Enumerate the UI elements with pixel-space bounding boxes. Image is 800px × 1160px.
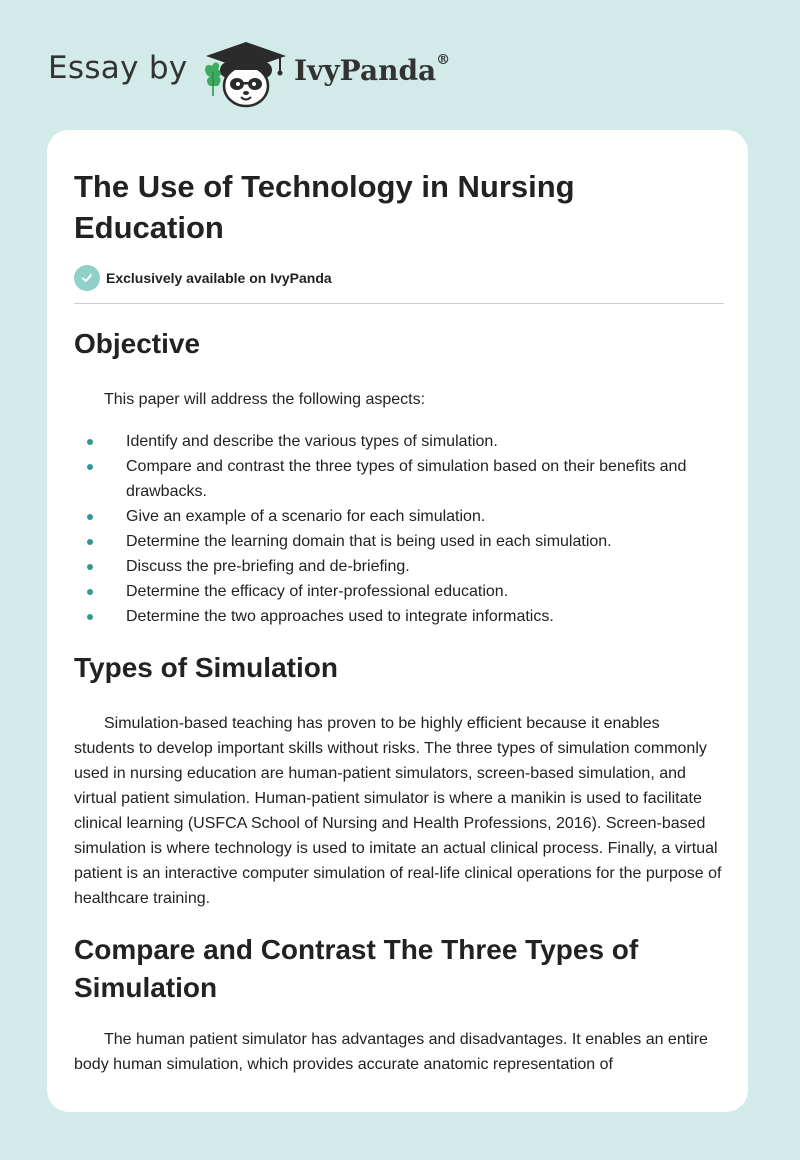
bullet-icon <box>87 589 93 595</box>
bullet-icon <box>87 439 93 445</box>
objective-intro: This paper will address the following aspects: <box>104 391 426 408</box>
bullet-icon <box>87 614 93 620</box>
list-item-text: Identify and describe the various types of simulation. <box>126 433 498 450</box>
objective-list <box>74 429 724 629</box>
essay-title: The Use of Technology in Nursing Education <box>74 169 575 245</box>
essay-content <box>74 166 724 1077</box>
panda-logo-icon[interactable] <box>200 36 292 110</box>
check-icon <box>74 265 100 291</box>
brand-prefix: Essay by <box>48 50 188 86</box>
bullet-icon <box>87 539 93 545</box>
title-divider <box>74 303 724 304</box>
compare-paragraph: The human patient simulator has advantages and disadvantages. It enables an entire body human simulation, which provides accurate anatomic representation of <box>74 1031 708 1073</box>
essay-card <box>47 130 748 1112</box>
list-item <box>74 454 724 504</box>
list-item-text: Compare and contrast the three types of simulation based on their benefits and drawbacks. <box>126 458 687 500</box>
list-item <box>74 429 724 454</box>
section-heading-compare: Compare and Contrast The Three Types of Simulation <box>74 934 639 1003</box>
types-paragraph: Simulation-based teaching has proven to be highly efficient because it enables students to develop important skills without risks. The three types of simulation commonly used in nursing education are human-patient simulators, screen-based simulation, and virtual patient simulation. Human-patient simulator is where a manikin is used to facilitate clinical learning (USFCA School of Nursing and Health Professions, 2016). Screen-based simulation is where technology is used to imitate an actual clinical process. Finally, a virtual patient is an interactive computer simulation of real-life clinical operations for the purpose of healthcare training. <box>74 715 722 907</box>
list-item-text: Give an example of a scenario for each simulation. <box>126 508 486 525</box>
list-item-text: Determine the learning domain that is being used in each simulation. <box>126 533 612 550</box>
section-heading-objective: Objective <box>74 328 201 359</box>
brand-name-text: IvyPanda <box>294 54 437 87</box>
bullet-icon <box>87 464 93 470</box>
list-item <box>74 504 724 529</box>
exclusive-label: Exclusively available on IvyPanda <box>106 270 332 286</box>
site-header <box>0 0 800 130</box>
list-item-text: Discuss the pre-briefing and de-briefing. <box>126 558 410 575</box>
exclusive-badge <box>74 264 724 292</box>
list-item <box>74 579 724 604</box>
bullet-icon <box>87 514 93 520</box>
registered-mark: ® <box>436 52 451 68</box>
brand-name[interactable] <box>294 54 450 87</box>
section-heading-types: Types of Simulation <box>74 652 338 683</box>
list-item <box>74 604 724 629</box>
list-item <box>74 554 724 579</box>
bullet-icon <box>87 564 93 570</box>
list-item-text: Determine the two approaches used to integrate informatics. <box>126 608 554 625</box>
list-item-text: Determine the efficacy of inter-professional education. <box>126 583 509 600</box>
list-item <box>74 529 724 554</box>
